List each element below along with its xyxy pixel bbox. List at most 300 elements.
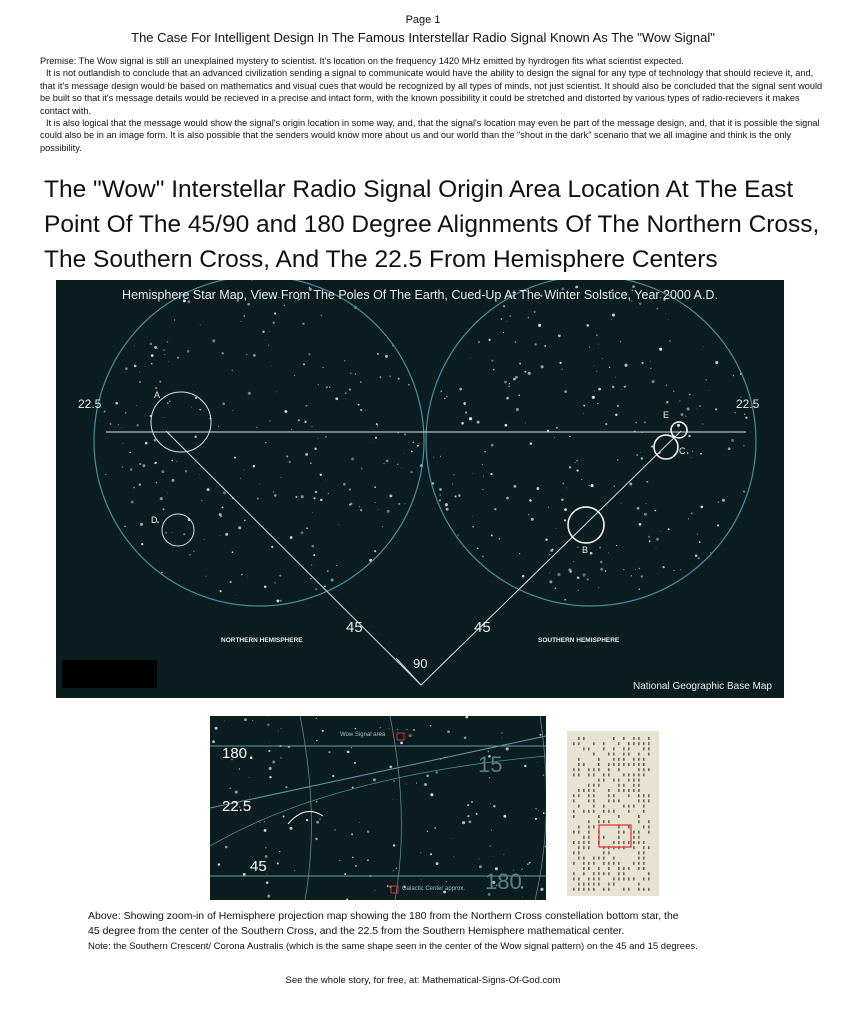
printout-char: [638, 737, 640, 740]
star: [279, 575, 281, 577]
star: [360, 381, 362, 383]
star: [319, 818, 320, 819]
southern-hemisphere-circle: [426, 280, 756, 606]
star: [145, 442, 148, 445]
star: [656, 538, 659, 541]
star: [408, 384, 410, 386]
printout-char: [648, 872, 650, 875]
star: [490, 473, 492, 475]
star: [343, 483, 346, 486]
star: [247, 303, 250, 306]
star: [538, 324, 541, 327]
printout-char: [603, 857, 605, 860]
printout-char: [588, 877, 590, 880]
star: [642, 362, 644, 364]
printout-char: [608, 862, 610, 865]
printout-char: [588, 862, 590, 865]
star: [501, 733, 502, 734]
star: [155, 387, 157, 389]
star: [264, 829, 267, 832]
printout-char: [578, 883, 580, 886]
star: [315, 838, 318, 841]
printout-char: [618, 758, 620, 761]
star: [230, 788, 231, 789]
printout-char: [613, 841, 615, 844]
star: [470, 357, 471, 358]
star: [656, 308, 658, 310]
star: [392, 799, 393, 800]
star: [164, 354, 165, 355]
star: [374, 486, 376, 488]
star: [389, 728, 390, 729]
printout-char: [603, 862, 605, 865]
printout-char: [638, 867, 640, 870]
star: [652, 380, 655, 383]
zoom-grid-label-15: 15: [478, 752, 503, 777]
star: [241, 574, 243, 576]
printout-char: [578, 877, 580, 880]
printout-char: [618, 779, 620, 782]
star: [594, 391, 595, 392]
star: [242, 825, 243, 826]
star: [614, 485, 615, 486]
star: [612, 386, 614, 388]
printout-char: [633, 862, 635, 865]
star: [191, 407, 192, 408]
printout-char: [628, 877, 630, 880]
star: [139, 465, 140, 466]
star: [382, 526, 383, 527]
printout-char: [578, 794, 580, 797]
printout-char: [618, 763, 620, 766]
star: [154, 346, 157, 349]
printout-char: [588, 768, 590, 771]
premise-paragraph-3: It is also logical that the message would show the signal's origin location in some way, and, that the signal's location may even be part of the message design, and, that it is possible the signal could also be in an image form. It is also possible that the senders would know more about us and our world than the "shout in the dark" scenario that we all imagine and think is the only possibility.: [40, 118, 820, 153]
star: [461, 422, 464, 425]
printout-char: [613, 758, 615, 761]
printout-char: [638, 831, 640, 834]
printout-char: [628, 867, 630, 870]
star-map-graphic: [56, 280, 784, 698]
star: [160, 497, 163, 500]
star: [625, 385, 626, 386]
star: [406, 784, 407, 785]
map-title: Hemisphere Star Map, View From The Poles Of The Earth, Cued-Up At The Winter Solstice, Year 2000 A.D.: [122, 288, 718, 302]
star: [506, 497, 509, 500]
star: [608, 552, 609, 553]
printout-char: [593, 805, 595, 808]
star: [265, 847, 266, 848]
star: [503, 305, 505, 307]
star: [471, 801, 473, 803]
printout-char: [648, 846, 650, 849]
star: [702, 423, 703, 424]
printout-char: [588, 825, 590, 828]
star: [312, 545, 315, 548]
printout-char: [618, 836, 620, 839]
printout-char: [623, 784, 625, 787]
star: [522, 575, 525, 578]
star: [352, 857, 353, 858]
star: [316, 801, 318, 803]
star: [440, 390, 442, 392]
printout-char: [603, 805, 605, 808]
star: [189, 554, 190, 555]
star: [639, 568, 640, 569]
star: [489, 777, 490, 778]
star: [478, 341, 480, 343]
printout-char: [643, 810, 645, 813]
star: [559, 362, 561, 364]
star: [174, 319, 175, 320]
star: [304, 421, 306, 423]
star: [600, 568, 603, 571]
printout-char: [583, 810, 585, 813]
star: [280, 757, 282, 759]
star: [269, 331, 270, 332]
printout-char: [623, 789, 625, 792]
star: [139, 372, 140, 373]
star: [454, 857, 455, 858]
star: [513, 485, 516, 488]
star: [524, 371, 526, 373]
star: [446, 396, 448, 398]
printout-char: [583, 763, 585, 766]
star: [234, 457, 236, 459]
printout-char: [628, 773, 630, 776]
printout-char: [573, 877, 575, 880]
printout-char: [633, 805, 635, 808]
printout-char: [598, 758, 600, 761]
star: [636, 454, 638, 456]
star: [691, 457, 692, 458]
star: [515, 341, 517, 343]
star: [592, 396, 595, 399]
star: [367, 830, 370, 833]
printout-char: [633, 836, 635, 839]
marker-e-label: E: [663, 410, 670, 420]
printout-char: [638, 742, 640, 745]
star: [345, 398, 346, 399]
star: [280, 600, 282, 602]
star: [405, 503, 406, 504]
star: [465, 716, 468, 718]
star: [558, 334, 561, 337]
star: [271, 546, 273, 548]
printout-char: [608, 768, 610, 771]
star: [232, 551, 234, 553]
printout-char: [643, 742, 645, 745]
star: [513, 378, 516, 381]
printout-char: [633, 758, 635, 761]
star: [283, 815, 285, 817]
zoom-grid-label-180: 180: [485, 869, 522, 894]
star: [220, 535, 221, 536]
star: [269, 420, 270, 421]
printout-char: [573, 815, 575, 818]
printout-char: [588, 810, 590, 813]
star: [463, 402, 466, 405]
star: [303, 363, 305, 365]
star: [717, 524, 719, 526]
printout-char: [633, 846, 635, 849]
star: [230, 581, 232, 583]
printout-char: [643, 805, 645, 808]
star: [259, 484, 260, 485]
star: [172, 460, 173, 461]
star: [646, 481, 648, 483]
printout-char: [618, 831, 620, 834]
star: [244, 520, 245, 521]
star: [648, 536, 650, 538]
star: [589, 485, 590, 486]
star: [339, 524, 340, 525]
star: [491, 444, 494, 447]
printout-char: [588, 747, 590, 750]
printout-char: [638, 815, 640, 818]
star: [484, 319, 485, 320]
star: [420, 852, 421, 853]
star: [244, 718, 247, 721]
star: [232, 410, 233, 411]
printout-char: [628, 747, 630, 750]
star: [541, 365, 544, 368]
star: [285, 410, 288, 413]
star: [731, 439, 734, 442]
caption-line-2: 45 degree from the center of the Southern Cross, and the 22.5 from the Southern Hemisphere mathematical center.: [88, 925, 625, 937]
printout-char: [583, 737, 585, 740]
star: [144, 416, 145, 417]
printout-char: [618, 815, 620, 818]
printout-char: [633, 841, 635, 844]
printout-char: [593, 857, 595, 860]
printout-char: [633, 737, 635, 740]
printout-char: [628, 810, 630, 813]
printout-char: [578, 846, 580, 849]
star: [668, 319, 669, 320]
star: [482, 464, 483, 465]
printout-char: [588, 784, 590, 787]
printout-char: [618, 867, 620, 870]
star: [695, 554, 698, 557]
star: [235, 595, 236, 596]
printout-char: [583, 872, 585, 875]
star: [266, 881, 269, 884]
star: [635, 422, 637, 424]
star: [150, 343, 153, 346]
printout-char: [588, 836, 590, 839]
star: [350, 502, 353, 505]
printout-char: [593, 789, 595, 792]
star: [241, 321, 242, 322]
star: [269, 742, 270, 743]
printout-char: [603, 820, 605, 823]
star: [409, 734, 412, 737]
star: [183, 533, 185, 535]
star: [389, 494, 392, 497]
star: [386, 777, 387, 778]
star: [598, 587, 599, 588]
printout-char: [588, 846, 590, 849]
star: [315, 491, 317, 493]
star: [637, 507, 640, 510]
printout-char: [608, 851, 610, 854]
star: [406, 729, 407, 730]
star: [641, 457, 643, 459]
printout-char: [583, 857, 585, 860]
printout-char: [633, 773, 635, 776]
star: [318, 384, 319, 385]
star: [452, 838, 453, 839]
star: [596, 371, 597, 372]
label-45-left: 45: [346, 619, 363, 636]
star: [458, 494, 461, 497]
star: [430, 853, 432, 855]
printout-char: [643, 768, 645, 771]
star: [640, 452, 641, 453]
printout-char: [613, 794, 615, 797]
star: [439, 499, 441, 501]
star: [396, 868, 397, 869]
star: [472, 516, 473, 517]
star: [602, 358, 603, 359]
northern-hemisphere-label: NORTHERN HEMISPHERE: [221, 637, 303, 644]
star: [386, 460, 389, 463]
printout-char: [598, 877, 600, 880]
star: [733, 375, 734, 376]
star: [615, 377, 616, 378]
printout-char: [633, 789, 635, 792]
star: [286, 456, 288, 458]
star: [649, 540, 651, 542]
marker-b-label: B: [582, 545, 589, 555]
star: [318, 438, 319, 439]
star: [306, 527, 308, 529]
printout-char: [638, 857, 640, 860]
star: [245, 830, 246, 831]
star: [507, 321, 508, 322]
star: [320, 474, 322, 476]
star: [316, 718, 317, 719]
zoom-inset-map: [210, 716, 546, 900]
star: [528, 372, 531, 375]
star: [528, 317, 530, 319]
star: [378, 509, 379, 510]
printout-char: [593, 784, 595, 787]
star: [290, 536, 293, 539]
star: [556, 427, 558, 429]
star: [334, 829, 335, 830]
star: [586, 324, 589, 327]
printout-char: [598, 779, 600, 782]
printout-char: [598, 883, 600, 886]
star: [222, 402, 225, 405]
star: [278, 731, 279, 732]
printout-char: [633, 877, 635, 880]
star: [298, 419, 300, 421]
printout-char: [573, 794, 575, 797]
star: [360, 409, 362, 411]
label-225-right: 22.5: [736, 397, 760, 411]
star: [294, 870, 295, 871]
printout-char: [598, 784, 600, 787]
star: [503, 854, 504, 855]
printout-char: [648, 753, 650, 756]
star: [199, 409, 201, 411]
printout-char: [598, 820, 600, 823]
printout-char: [638, 763, 640, 766]
printout-char: [638, 799, 640, 802]
star: [665, 314, 666, 315]
star: [617, 459, 619, 461]
star: [545, 846, 546, 848]
star: [222, 506, 224, 508]
star: [265, 442, 266, 443]
star: [133, 487, 135, 489]
printout-char: [643, 867, 645, 870]
star: [639, 302, 641, 304]
star: [281, 477, 282, 478]
star: [139, 463, 141, 465]
printout-char: [628, 789, 630, 792]
star: [536, 487, 539, 490]
star: [493, 805, 495, 807]
star: [504, 381, 507, 384]
star: [427, 831, 428, 832]
star: [529, 862, 531, 864]
star: [476, 813, 478, 815]
star: [562, 368, 563, 369]
star: [360, 509, 362, 511]
star: [272, 761, 275, 764]
star: [623, 569, 624, 570]
star: [161, 470, 164, 473]
star: [200, 324, 201, 325]
star: [656, 548, 657, 549]
star: [516, 408, 519, 411]
star: [311, 565, 312, 566]
star: [390, 376, 391, 377]
star: [548, 507, 549, 508]
star: [276, 392, 277, 393]
star: [646, 503, 647, 504]
star: [424, 783, 427, 786]
star: [472, 473, 473, 474]
star: [505, 424, 508, 427]
printout-char: [623, 841, 625, 844]
printout-char: [598, 857, 600, 860]
printout-char: [633, 742, 635, 745]
star: [692, 451, 693, 452]
printout-char: [578, 789, 580, 792]
star: [349, 388, 351, 390]
printout-char: [603, 742, 605, 745]
star: [591, 484, 594, 487]
printout-char: [648, 747, 650, 750]
star: [295, 496, 297, 498]
star: [488, 339, 490, 341]
star: [267, 724, 269, 726]
star: [351, 747, 352, 748]
star: [250, 756, 253, 759]
star: [744, 414, 745, 415]
circle-c: [654, 435, 678, 459]
star: [631, 575, 632, 576]
star: [440, 494, 441, 495]
star: [662, 566, 664, 568]
star: [375, 437, 377, 439]
star: [562, 483, 564, 485]
